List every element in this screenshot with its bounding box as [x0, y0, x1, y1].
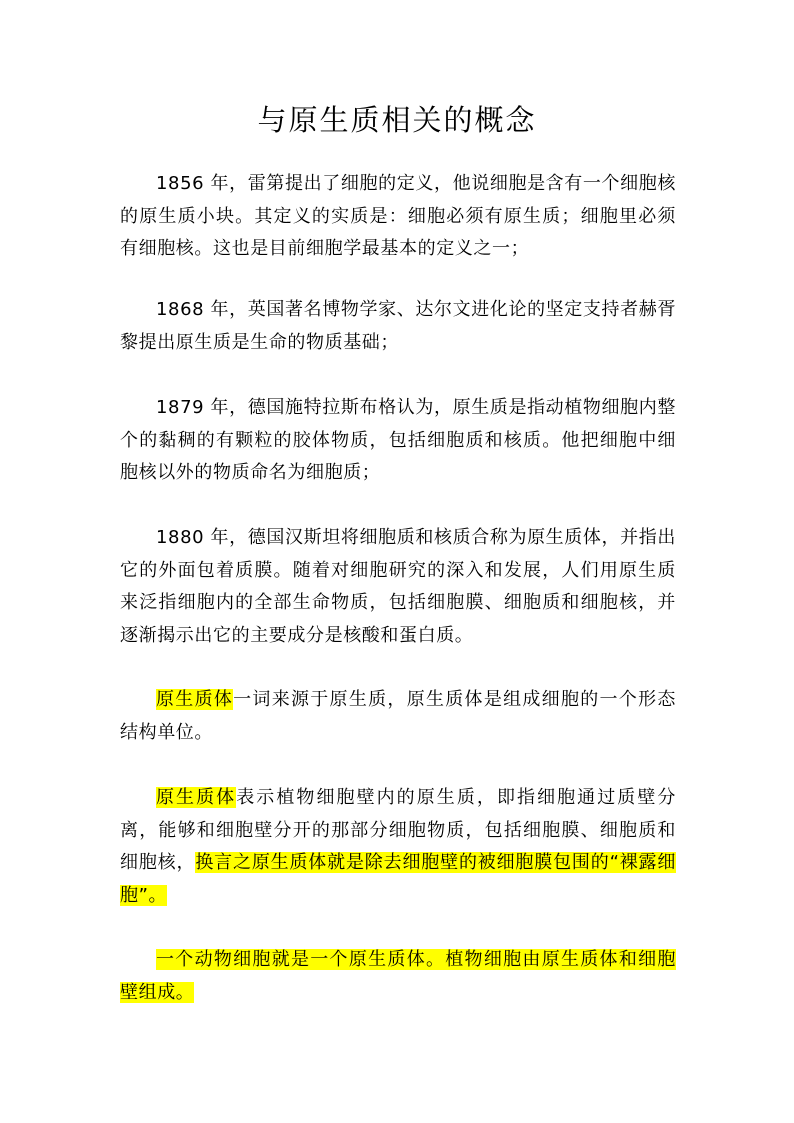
- paragraph-text: 1880 年，德国汉斯坦将细胞质和核质合称为原生质体，并指出它的外面包着质膜。随着对细胞研究的深入和发展，人们用原生质来泛指细胞内的全部生命物质，包括细胞膜、细胞质和细胞核，并逐渐揭示出它的主要成分是核酸和蛋白质。: [120, 527, 676, 646]
- paragraph-text: 1868 年，英国著名博物学家、达尔文进化论的坚定支持者赫胥黎提出原生质是生命的物质基础；: [120, 299, 676, 353]
- highlighted-term: 原生质体: [156, 787, 237, 808]
- paragraph-text: 表示植物细胞壁内的原生质，即指细胞通过质壁分离，能够和细胞壁分开的那部分细胞物质，包括细胞膜、细胞质和细胞核，: [120, 787, 676, 873]
- paragraph-1856: [120, 168, 676, 266]
- highlighted-term: 原生质体: [156, 689, 234, 710]
- paragraph-1880: [120, 522, 676, 652]
- highlighted-sentence: 一个动物细胞就是一个原生质体。植物细胞由原生质体和细胞壁组成。: [120, 949, 676, 1003]
- paragraph-text: 一词来源于原生质，原生质体是组成细胞的一个形态结构单位。: [120, 689, 676, 743]
- paragraph-text: 1879 年，德国施特拉斯布格认为，原生质是指动植物细胞内整个的黏稠的有颗粒的胶体物质，包括细胞质和核质。他把细胞中细胞核以外的物质命名为细胞质；: [120, 397, 676, 483]
- paragraph-animal-plant-cells: [120, 944, 676, 1009]
- paragraph-protoplast-origin: [120, 684, 676, 749]
- paragraph-text: 1856 年，雷第提出了细胞的定义，他说细胞是含有一个细胞核的原生质小块。其定义的实质是：细胞必须有原生质；细胞里必须有细胞核。这也是目前细胞学最基本的定义之一；: [120, 173, 676, 259]
- paragraph-1879: [120, 392, 676, 490]
- highlighted-sentence: 换言之原生质体就是除去细胞壁的被细胞膜包围的“裸露细胞”。: [120, 852, 676, 906]
- paragraph-protoplast-definition: [120, 782, 676, 912]
- page-title: 与原生质相关的概念: [257, 103, 537, 137]
- paragraph-1868: [120, 294, 676, 359]
